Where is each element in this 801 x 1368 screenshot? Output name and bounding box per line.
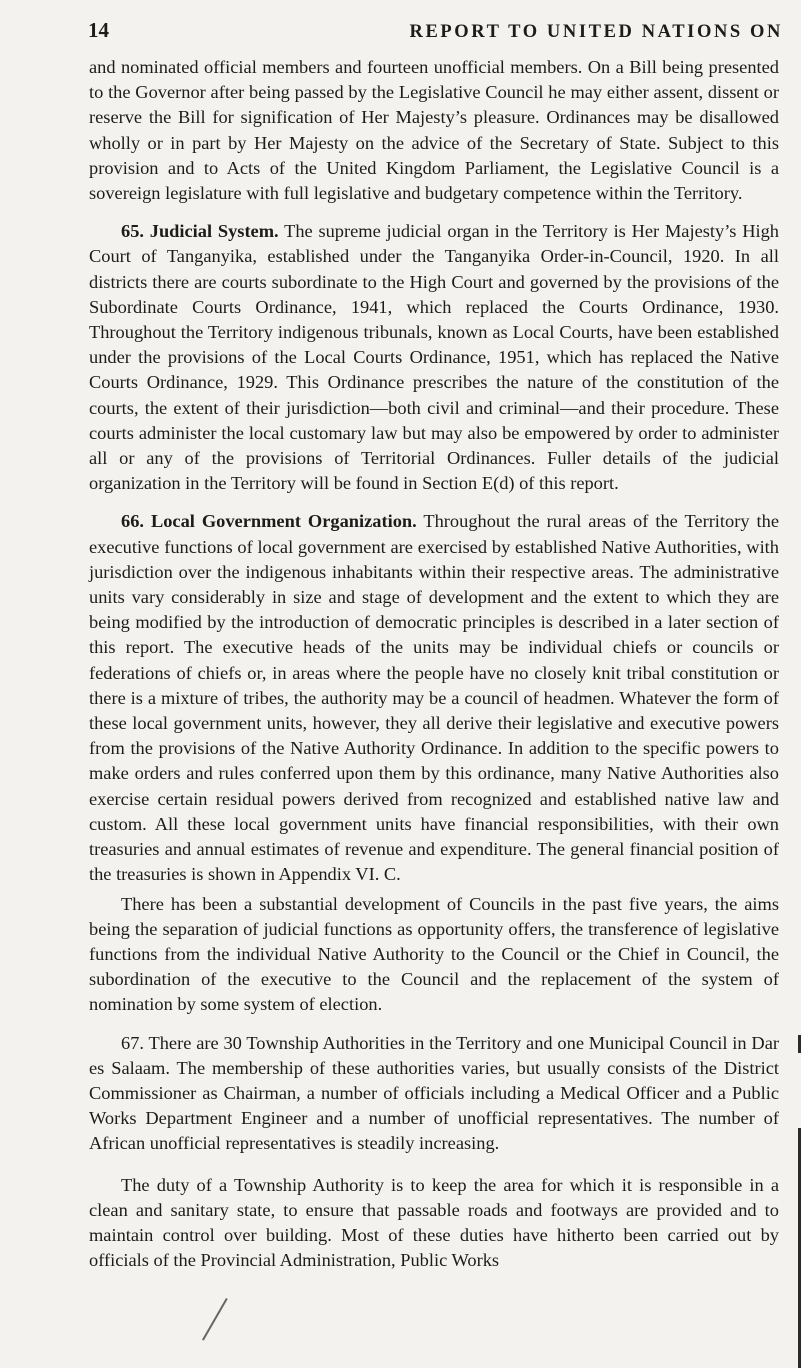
section-65-heading: 65. Judicial System. [121,221,279,242]
page-header [88,18,783,48]
section-66 [89,509,779,887]
section-65-text: The supreme judicial organ in the Territory is Her Majesty’s High Court of Tanganyika, established under the Tanganyika Order-in-Council, 1920. In all districts there are courts subordinate to the High Court and governed by the provisions of the Subordinate Courts Ordinance, 1941, which replaced the Courts Ordinance, 1930. Throughout the Territory indigenous tribunals, known as Local Courts, have been established under the provisions of the Local Courts Ordinance, 1951, which has replaced the Native Courts Ordinance, 1929. This Ordinance prescribes the nature of the constitution of the courts, the extent of their jurisdiction—both civil and criminal—and their procedure. These courts administer the local customary law but may also be empowered by order to administer all or any of the provisions of Territorial Ordinances. Fuller details of the judicial organization in the Territory will be found in Section E(d) of this report. [89,221,780,494]
section-66-heading: 66. Local Government Organization. [121,511,417,532]
section-66-continuation: There has been a substantial development of Councils in the past five years, the aims being the separation of judicial functions as opportunity offers, the transference of legislative functions from the individual Native Authority to the Council or the Chief in Council, the subordination of the executive to the Council and the replacement of the system of nomination by some system of election. [89,893,779,1015]
running-head: REPORT TO UNITED NATIONS ON [409,22,783,42]
section-65 [89,219,779,496]
section-67: 67. There are 30 Township Authorities in the Territory and one Municipal Council in Dar es Salaam. The membership of these authorities varies, but usually consists of the District Commissioner as Chairman, a number of officials including a Medical Officer and a Public Works Department Engineer and a number of unofficial representatives. The number of African unofficial representatives is steadily increasing. [89,1032,779,1154]
section-67-continuation: The duty of a Township Authority is to keep the area for which it is responsible in a clean and sanitary state, to ensure that passable roads and footways are provided and to maintain control over building. Most of these duties have hitherto been carried out by officials of the Provincial Administration, Public Works [89,1174,779,1271]
section-66-text: Throughout the rural areas of the Territory the executive functions of local government are exercised by established Native Authorities, with jurisdiction over the indigenous inhabitants within their respective areas. The administrative units vary considerably in size and stage of development and the extent to which they are being modified by the introduction of democratic principles is described in a later section of this report. The executive heads of the units may be individual chiefs or councils or federations of chiefs or, in areas where the people have no closely knit tribal constitution or there is a mixture of tribes, the authority may be a council of headmen. Whatever the form of these local government units, however, they all derive their legislative and executive powers from the provisions of the Native Authority Ordinance. In addition to the specific powers to make orders and rules conferred upon them by this ordinance, many Native Authorities also exercise certain residual powers derived from recognized and established native law and custom. All these local government units have financial responsibilities, with their own treasuries and annual estimates of revenue and expenditure. The general financial position of the treasuries is shown in Appendix VI. C. [89,511,779,885]
body-text [89,55,779,1273]
paragraph-continuation: and nominated official members and fourteen unofficial members. On a Bill being presented to the Governor after being passed by the Legislative Council he may either assent, dissent or reserve the Bill for signification of Her Majesty’s pleasure. Ordinances may be disallowed wholly or in part by Her Majesty on the advice of the Secretary of State. Subject to this provision and to Acts of the United Kingdom Parliament, the Legislative Council is a sovereign legislature with full legislative and budgetary competence within the Territory. [89,57,779,204]
page-number: 14 [88,18,109,42]
pencil-mark [202,1298,228,1341]
